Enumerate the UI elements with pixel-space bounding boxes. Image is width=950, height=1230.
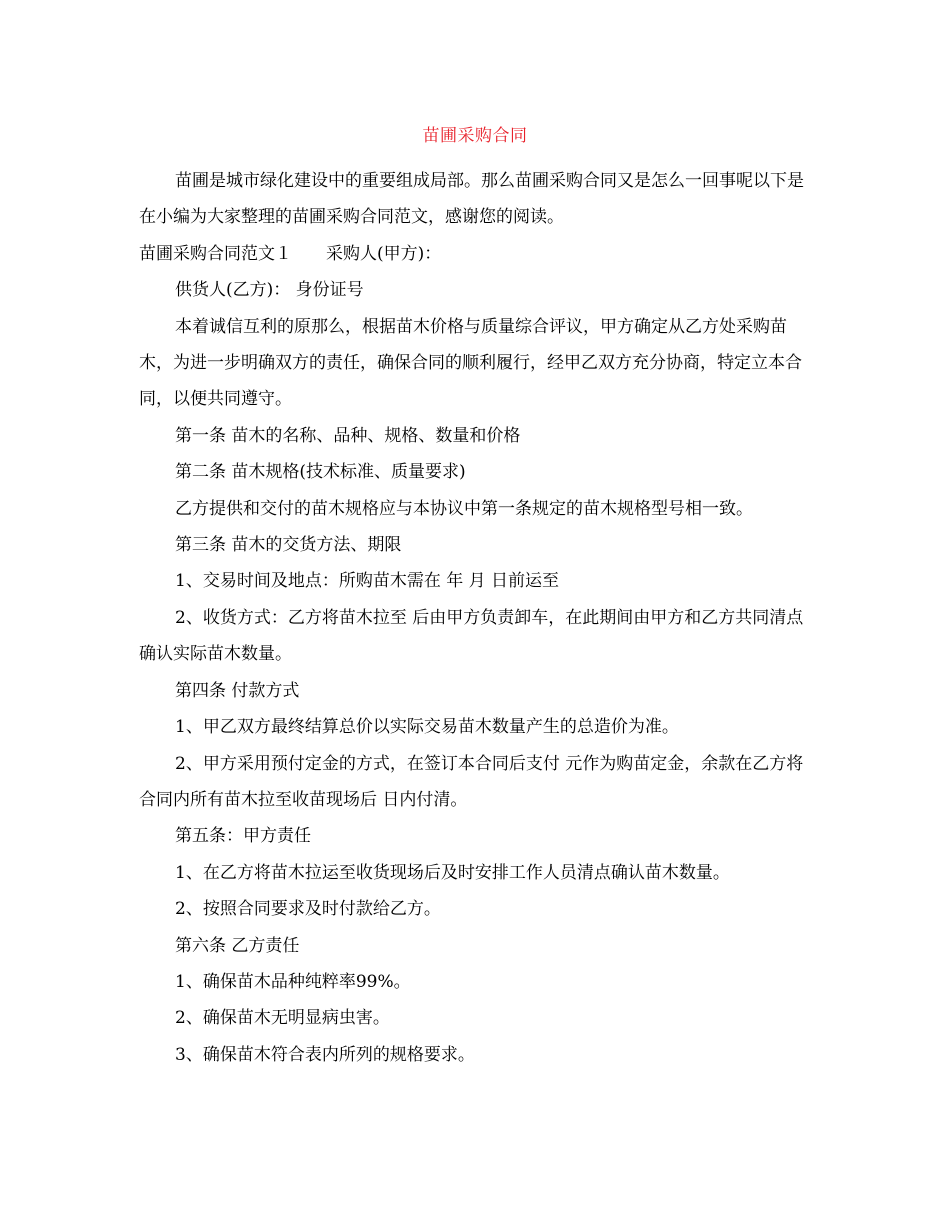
clause-3-item-2: 2、收货方式：乙方将苗木拉至 后由甲方负责卸车，在此期间由甲方和乙方共同清点确认实际苗木数量。 (139, 607, 804, 665)
clause-5-heading: 第五条：甲方责任 (175, 826, 311, 847)
clause-3-item-1: 1、交易时间及地点：所购苗木需在 年 月 日前运至 (175, 571, 560, 592)
document-title: 苗圃采购合同 (422, 126, 528, 146)
clause-1-heading: 第一条 苗木的名称、品种、规格、数量和价格 (175, 425, 521, 446)
sample-heading-label: 苗圃采购合同范文１ (139, 243, 292, 264)
clause-2-heading: 第二条 苗木规格(技术标准、质量要求) (175, 462, 466, 483)
clause-6-item-2: 2、确保苗木无明显病虫害。 (175, 1008, 390, 1029)
clause-5-item-2: 2、按照合同要求及时付款给乙方。 (175, 899, 441, 920)
document-body (139, 163, 809, 1073)
paragraph-sample-heading (139, 236, 809, 272)
clause-4-item-1: 1、甲乙双方最终结算总价以实际交易苗木数量产生的总造价为准。 (175, 717, 679, 738)
paragraph-preamble: 本着诚信互利的原那么，根据苗木价格与质量综合评议，甲方确定从乙方处采购苗木，为进一步明确双方的责任，确保合同的顺利履行，经甲乙双方充分协商，特定立本合同，以便共同遵守。 (139, 316, 802, 410)
clause-4-item-2: 2、甲方采用预付定金的方式，在签订本合同后支付 元作为购苗定金，余款在乙方将合同内所有苗木拉至收苗现场后 日内付清。 (139, 753, 804, 810)
clause-5-item-1: 1、在乙方将苗木拉运至收货现场后及时安排工作人员清点确认苗木数量。 (175, 862, 730, 883)
clause-2-body: 乙方提供和交付的苗木规格应与本协议中第一条规定的苗木规格型号相一致。 (175, 498, 753, 519)
paragraph-intro: 苗圃是城市绿化建设中的重要组成局部。那么苗圃采购合同又是怎么一回事呢以下是在小编为大家整理的苗圃采购合同范文，感谢您的阅读。 (139, 171, 804, 228)
clause-3-heading: 第三条 苗木的交货方法、期限 (175, 535, 402, 556)
clause-6-item-1: 1、确保苗木品种纯粹率99%。 (175, 971, 411, 992)
paragraph-supplier: 供货人(乙方)： 身份证号 (175, 280, 364, 301)
clause-6-heading: 第六条 乙方责任 (175, 935, 300, 956)
clause-6-item-3: 3、确保苗木符合表内所列的规格要求。 (175, 1044, 475, 1065)
purchaser-label: 采购人(甲方)： (326, 243, 442, 264)
clause-4-heading: 第四条 付款方式 (175, 680, 300, 701)
